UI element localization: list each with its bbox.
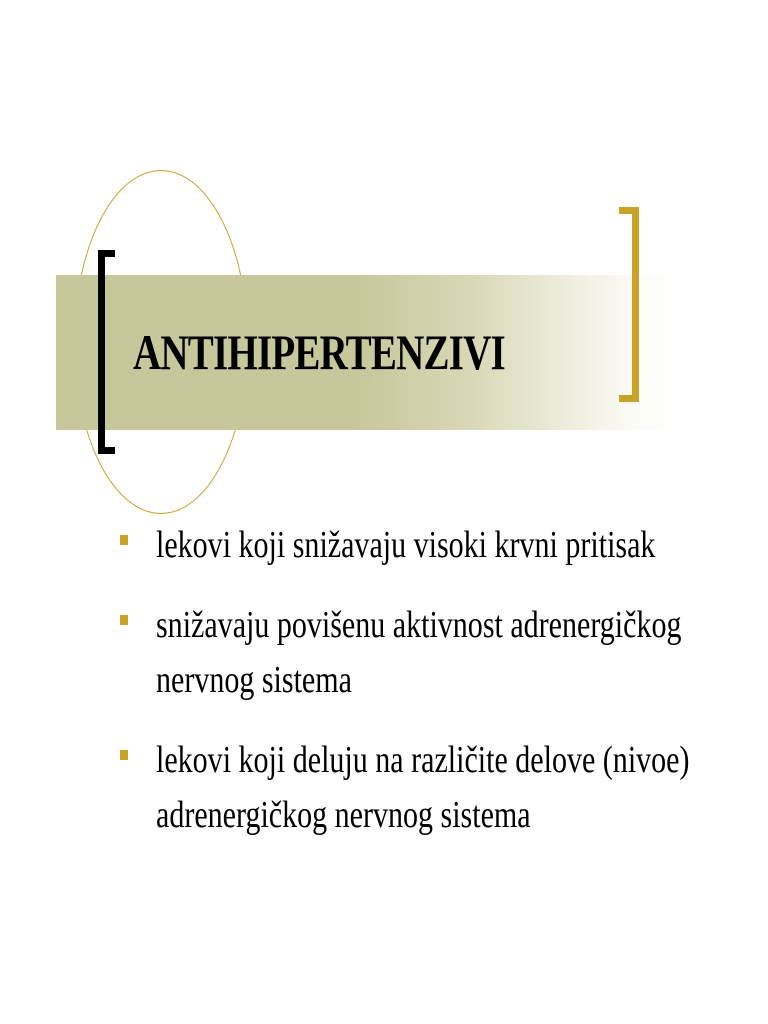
left-bracket-decoration [98,250,115,454]
square-bullet-icon [120,615,128,625]
bullet-item [116,598,756,708]
bullet-item [116,733,756,843]
bullet-text: lekovi koji deluju na različite delove (nivoe) adrenergičkog nervnog sistema [156,739,690,836]
right-bracket-decoration [619,207,639,402]
square-bullet-icon [120,535,128,545]
bullet-item [116,518,756,573]
bullet-list [116,518,756,868]
bullet-text: lekovi koji snižavaju visoki krvni pritisak [156,524,656,566]
slide-title: ANTIHIPERTENZIVI [133,324,505,380]
bullet-text: snižavaju povišenu aktivnost adrenergičkog nervnog sistema [156,604,682,701]
square-bullet-icon [120,750,128,760]
